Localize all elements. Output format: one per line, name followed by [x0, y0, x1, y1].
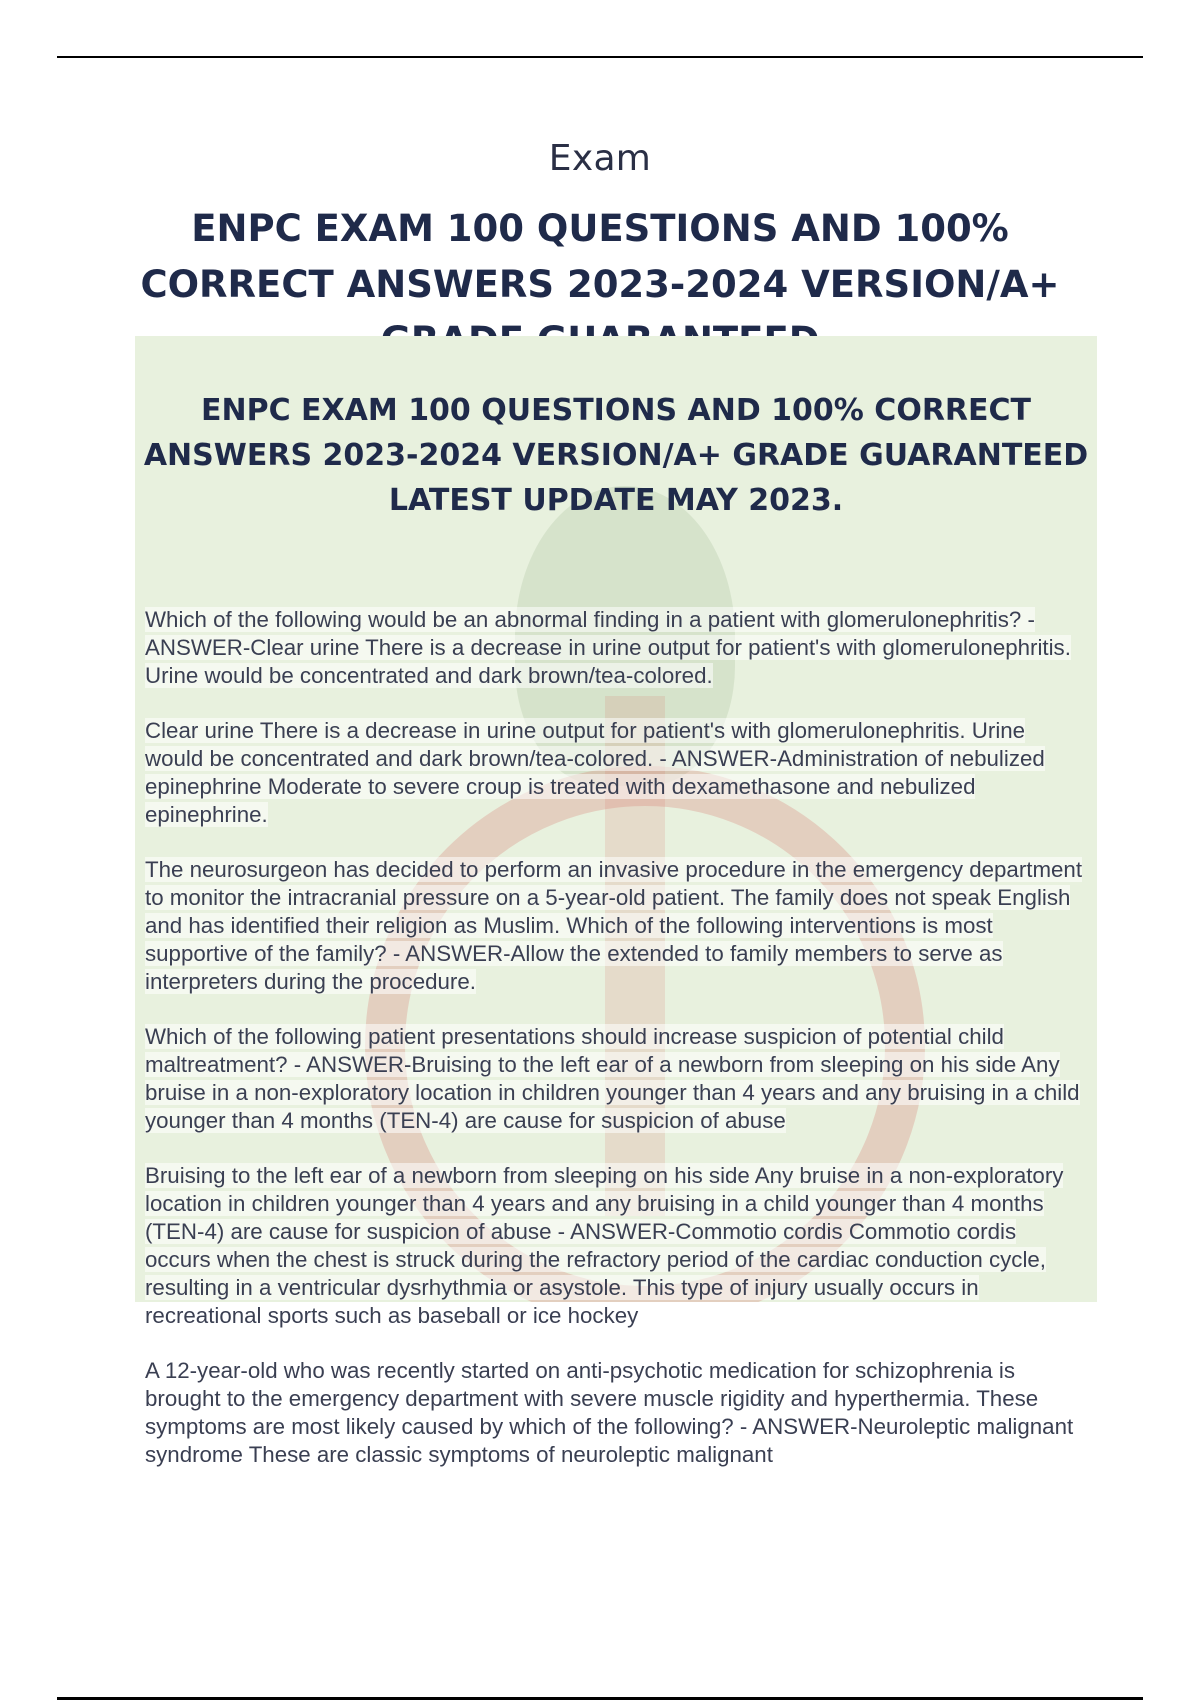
qa-text: Which of the following would be an abnormal finding in a patient with glomerulonephritis? - ANSWER-Clear urine There is a decrease in urine output for patient's with glomerulonephritis. Urine would be concentrated and dark brown/tea-colored.: [145, 607, 1071, 688]
qa-text: A 12-year-old who was recently started on anti-psychotic medication for schizophrenia is brought to the emergency department with severe muscle rigidity and hyperthermia. These symptoms are most likely caused by which of the following? - ANSWER-Neuroleptic malignant syndrome These are classic symptoms of neuroleptic malignant: [145, 1358, 1074, 1467]
qa-paragraph: [145, 717, 1085, 829]
qa-paragraph: [145, 856, 1085, 996]
qa-list: [145, 606, 1085, 1496]
document-title: ENPC EXAM 100 QUESTIONS AND 100% CORRECT ANSWERS 2023-2024 VERSION/A+: [140, 207, 1060, 306]
qa-text: Which of the following patient presentations should increase suspicion of potential child maltreatment? - ANSWER-Bruising to the left ear of a newborn from sleeping on his side Any bruise in a non-exploratory location in children younger than 4 years and any bruising in a child younger than 4 months (TEN-4) are cause for suspicion of abuse: [145, 1024, 1080, 1133]
qa-paragraph: [145, 1162, 1085, 1330]
qa-paragraph: [145, 1023, 1085, 1135]
preview-heading: ENPC EXAM 100 QUESTIONS AND 100% CORRECT ANSWERS 2023-2024 VERSION/A+ GRADE GUARANTEED LATEST UPDATE MAY 2023.: [143, 393, 1089, 518]
top-divider: [57, 56, 1143, 58]
qa-paragraph: [145, 1357, 1085, 1469]
qa-text: Clear urine There is a decrease in urine output for patient's with glomerulonephritis. Urine would be concentrated and dark brown/tea-colored. - ANSWER-Administration of nebulized epinephrine Moderate to severe croup is treated with dexamethasone and nebulized epinephrine.: [145, 718, 1045, 827]
document-category: Exam: [548, 138, 652, 179]
qa-paragraph: [145, 606, 1085, 690]
qa-text: Bruising to the left ear of a newborn from sleeping on his side Any bruise in a non-exploratory location in children younger than 4 years and any bruising in a child younger than 4 months (TEN-4) are cause for suspicion of abuse - ANSWER-Commotio cordis Commotio cordis occurs when the chest is struck during the refractory period of the cardiac conduction cycle, resulting in a ventricular dysrhythmia or asystole. This type of injury usually occurs in recreational sports such as baseball or ice hockey: [145, 1163, 1064, 1328]
qa-text: The neurosurgeon has decided to perform an invasive procedure in the emergency department to monitor the intracranial pressure on a 5-year-old patient. The family does not speak English and has identified their religion as Muslim. Which of the following interventions is most supportive of the family? - ANSWER-Allow the extended to family members to serve as interpreters during the procedure.: [145, 857, 1083, 994]
